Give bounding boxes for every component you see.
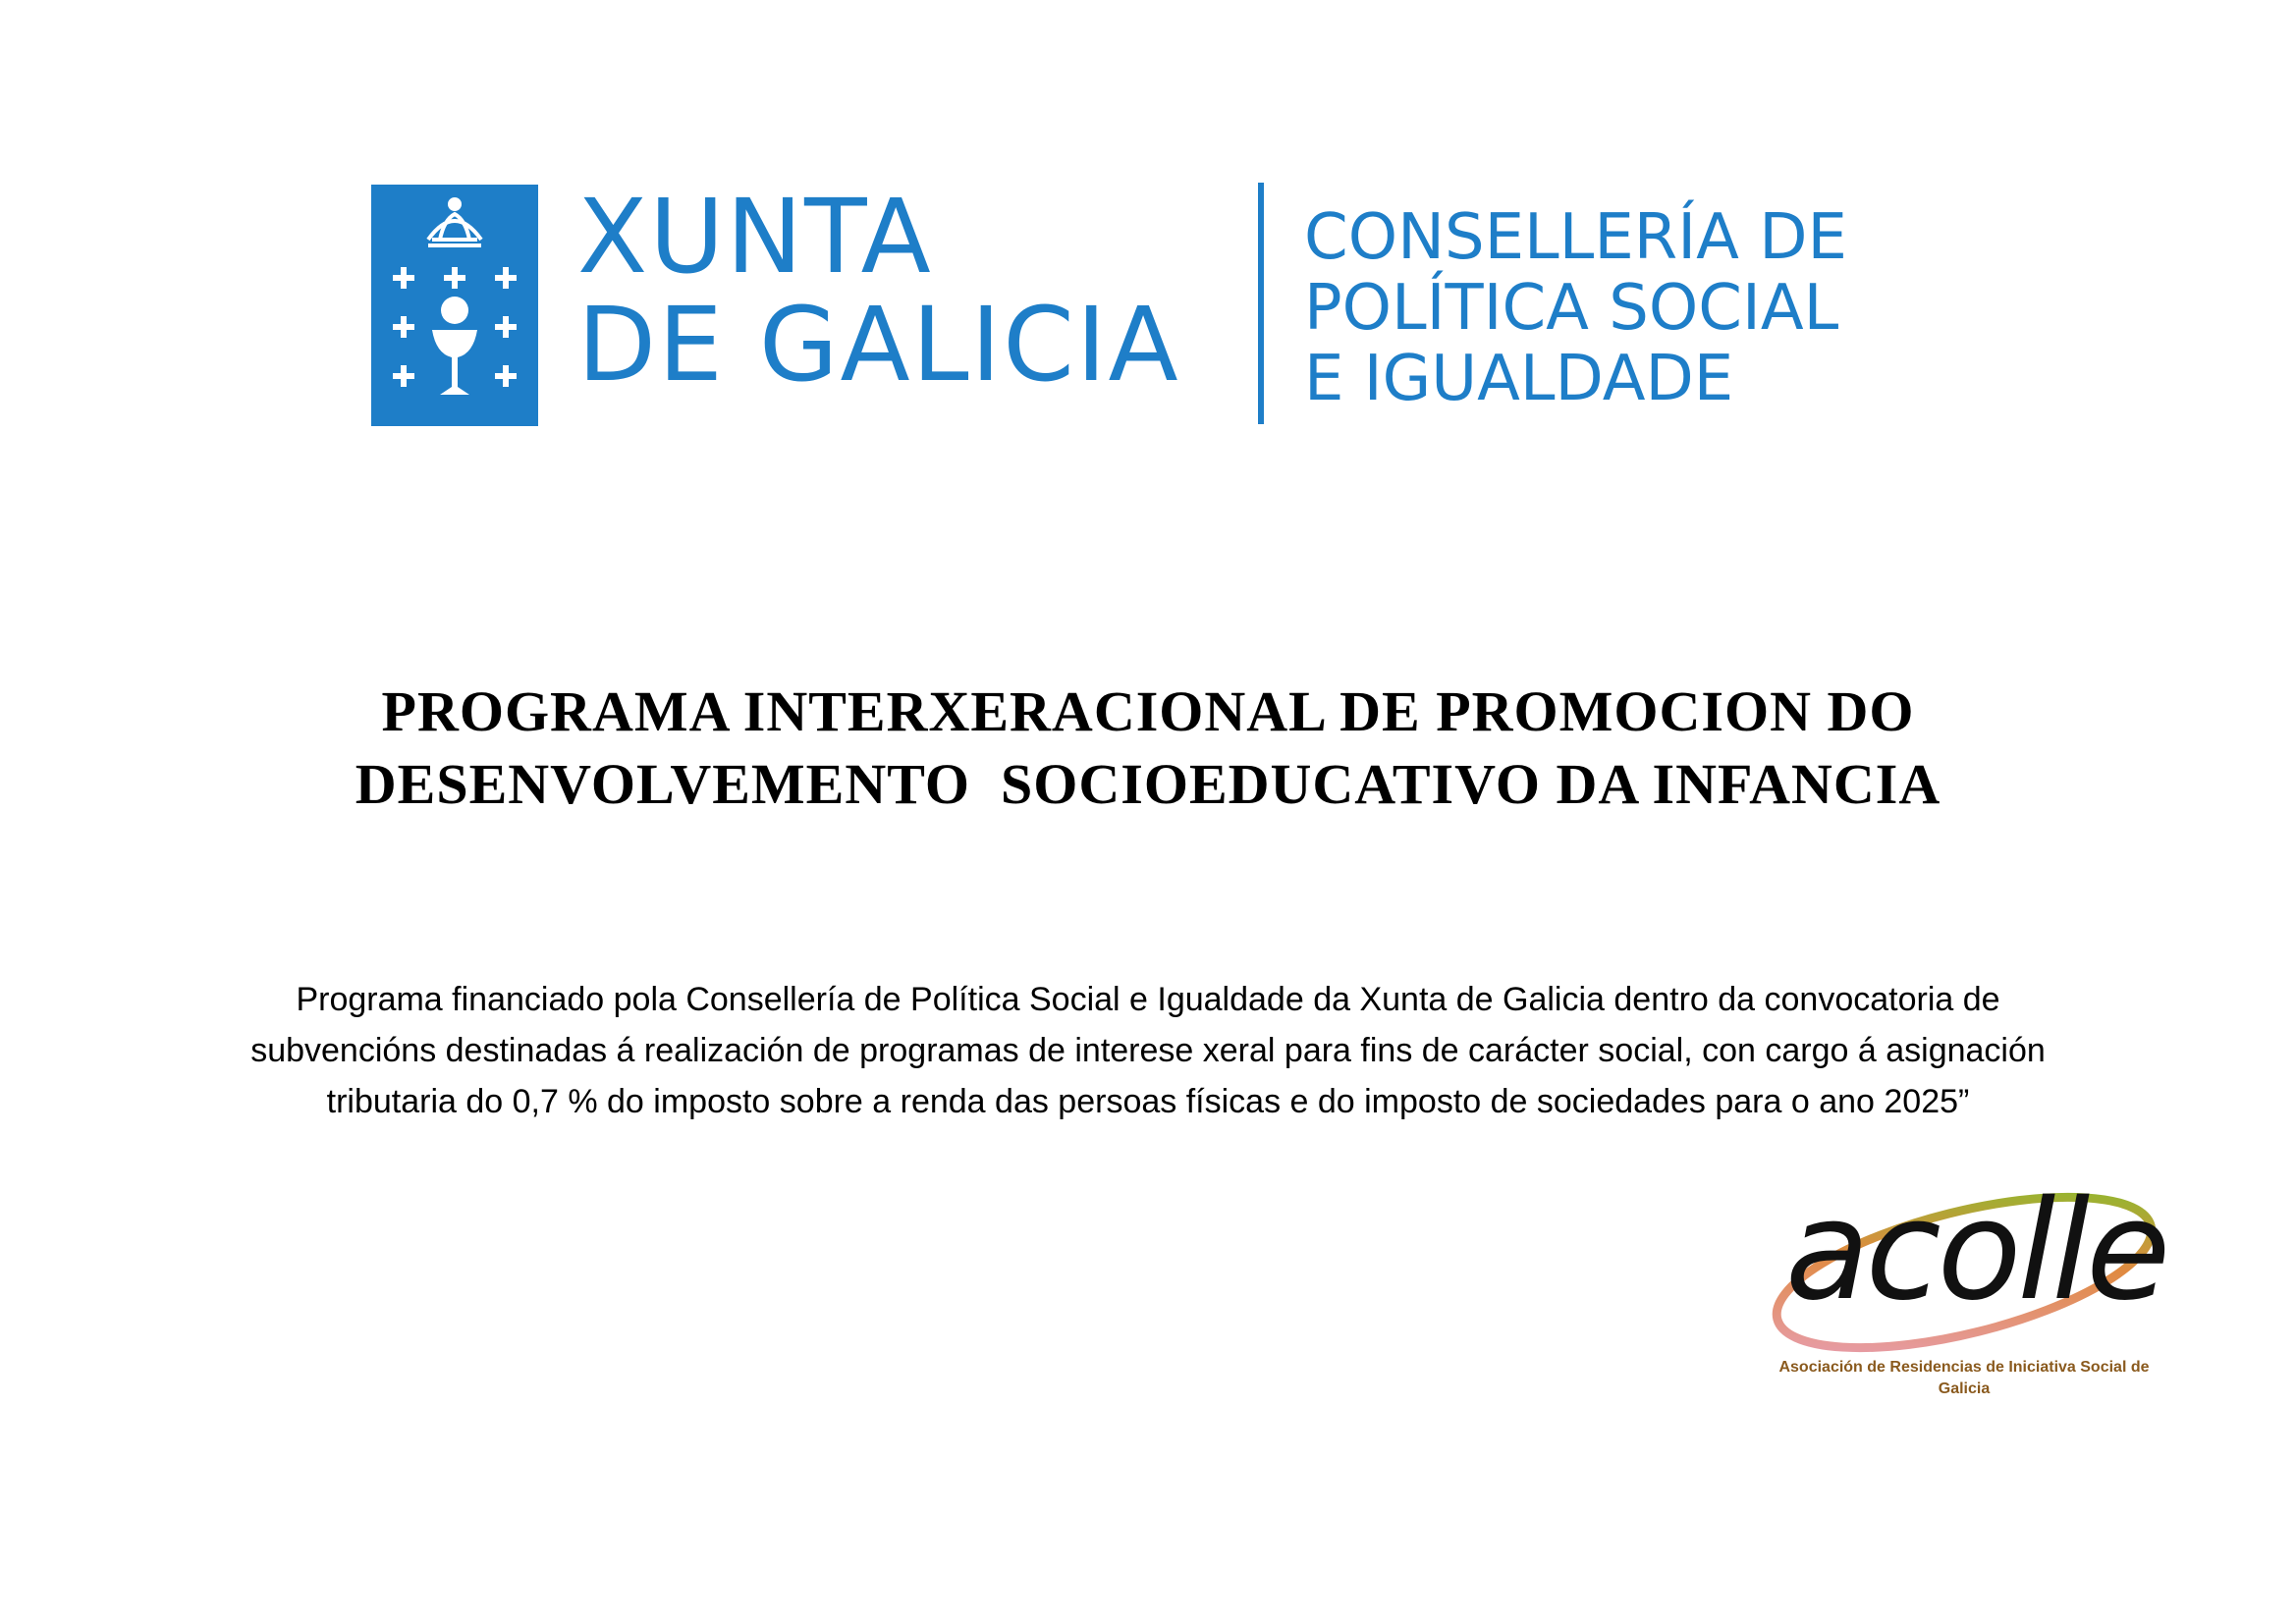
acolle-caption-line: Galicia [1938, 1380, 1991, 1397]
program-title [0, 676, 2296, 821]
funding-statement-line: tributaria do 0,7 % do imposto sobre a renda das persoas físicas e do imposto de sociedades para o ano 2025” [326, 1083, 1970, 1120]
program-title-line: DESENVOLVEMENTO SOCIOEDUCATIVO DA INFANCIA [355, 752, 1941, 816]
program-title-line: PROGRAMA INTERXERACIONAL DE PROMOCION DO [381, 679, 1915, 743]
department-name-line: E IGUALDADE [1304, 343, 1734, 415]
xunta-name [577, 177, 1180, 405]
chalice-icon [432, 297, 477, 395]
xunta-name-line: DE GALICIA [577, 285, 1180, 405]
acolle-caption-line: Asociación de Residencias de Iniciativa Social de [1778, 1359, 2150, 1376]
department-name [1304, 202, 1847, 414]
funding-statement-line: Programa financiado pola Consellería de Política Social e Igualdade da Xunta de Galicia dentro da convocatoria de [296, 981, 2000, 1018]
logo-divider [1258, 183, 1264, 424]
acolle-wordmark: acolle [1785, 1171, 2167, 1331]
department-name-line: POLÍTICA SOCIAL [1304, 272, 1839, 345]
xunta-name-line: XUNTA [577, 177, 933, 297]
xunta-logo [371, 177, 1884, 428]
department-name-line: CONSELLERÍA DE [1304, 201, 1847, 274]
funding-statement-line: subvencións destinadas á realización de programas de interese xeral para fins de carácter social, con cargo á asignación [250, 1032, 2046, 1069]
funding-statement [0, 974, 2296, 1127]
crown-icon [428, 199, 481, 245]
galicia-shield-icon [371, 185, 538, 426]
acolle-logo [1758, 1171, 2170, 1410]
acolle-caption [1758, 1357, 2170, 1400]
